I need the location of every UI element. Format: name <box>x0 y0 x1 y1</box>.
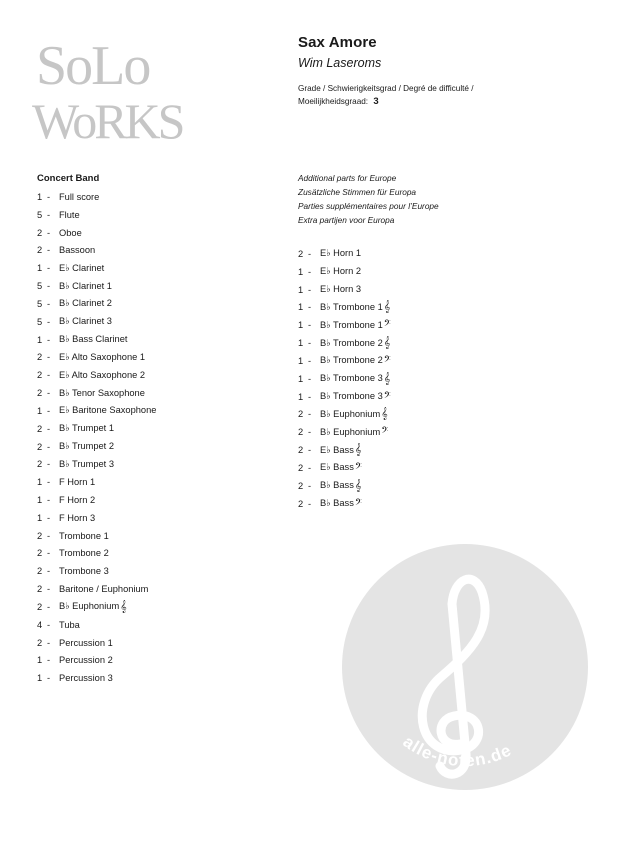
part-quantity: 1 <box>37 477 43 488</box>
part-name: F Horn 2 <box>59 494 96 505</box>
part-quantity: 1 <box>37 494 43 505</box>
part-quantity: 1 <box>298 284 304 295</box>
separator-dash: - <box>308 427 312 438</box>
bass-clef-icon: 𝄢 <box>383 318 391 332</box>
part-name: B♭ Bass <box>320 480 354 491</box>
part-quantity: 2 <box>37 370 43 381</box>
concert-band-row <box>37 527 277 545</box>
concert-band-row <box>37 652 277 670</box>
part-name: E♭ Horn 2 <box>320 266 362 277</box>
separator-dash: - <box>47 655 51 666</box>
separator-dash: - <box>47 388 51 399</box>
part-quantity: 2 <box>37 245 43 256</box>
separator-dash: - <box>308 320 312 331</box>
concert-band-row <box>37 259 277 277</box>
part-name: B♭ Trombone 1 <box>320 319 383 330</box>
separator-dash: - <box>308 480 312 491</box>
separator-dash: - <box>47 512 51 523</box>
part-name: E♭ Bass <box>320 444 354 455</box>
separator-dash: - <box>47 423 51 434</box>
concert-band-row <box>37 545 277 563</box>
part-quantity: 1 <box>37 191 43 202</box>
separator-dash: - <box>47 548 51 559</box>
europe-parts-list <box>298 245 498 512</box>
concert-band-row <box>37 473 277 491</box>
bass-clef-icon: 𝄢 <box>354 460 362 474</box>
part-quantity: 2 <box>37 423 43 434</box>
separator-dash: - <box>47 673 51 684</box>
bass-clef-icon: 𝄢 <box>354 496 362 510</box>
concert-band-row <box>37 616 277 634</box>
europe-note-en: Additional parts for Europe <box>298 173 397 183</box>
concert-band-row <box>37 598 277 616</box>
concert-band-row <box>37 313 277 331</box>
europe-part-row <box>298 316 498 334</box>
part-name: B♭ Trombone 3 <box>320 391 383 402</box>
concert-band-row <box>37 206 277 224</box>
separator-dash: - <box>47 209 51 220</box>
separator-dash: - <box>47 298 51 309</box>
part-quantity: 1 <box>298 338 304 349</box>
europe-part-row <box>298 245 498 263</box>
part-quantity: 1 <box>298 320 304 331</box>
grade-value: 3 <box>373 96 379 107</box>
part-quantity: 2 <box>298 462 304 473</box>
separator-dash: - <box>47 530 51 541</box>
concert-band-row <box>37 402 277 420</box>
europe-part-row <box>298 352 498 370</box>
part-quantity: 2 <box>37 548 43 559</box>
part-name: Oboe <box>59 227 82 238</box>
europe-part-row <box>298 495 498 513</box>
part-quantity: 2 <box>298 427 304 438</box>
separator-dash: - <box>47 494 51 505</box>
part-quantity: 2 <box>37 441 43 452</box>
part-name: B♭ Clarinet 2 <box>59 298 112 309</box>
separator-dash: - <box>47 227 51 238</box>
part-quantity: 2 <box>37 566 43 577</box>
composer-name: Wim Laseroms <box>298 56 382 70</box>
europe-part-row <box>298 388 498 406</box>
concert-band-heading: Concert Band <box>37 173 100 184</box>
part-name: B♭ Bass Clarinet <box>59 334 128 345</box>
separator-dash: - <box>47 245 51 256</box>
part-quantity: 2 <box>37 530 43 541</box>
separator-dash: - <box>308 462 312 473</box>
part-quantity: 2 <box>37 388 43 399</box>
europe-part-row <box>298 281 498 299</box>
separator-dash: - <box>47 601 51 612</box>
part-name: B♭ Trumpet 1 <box>59 423 115 434</box>
treble-clef-icon: 𝄞 <box>383 300 391 314</box>
part-quantity: 2 <box>298 445 304 456</box>
treble-clef-icon: 𝄞 <box>383 371 391 385</box>
part-quantity: 1 <box>37 405 43 416</box>
bass-clef-icon: 𝄢 <box>383 389 391 403</box>
europe-note-nl: Extra partijen voor Europa <box>298 215 395 225</box>
part-quantity: 5 <box>37 316 43 327</box>
europe-part-row <box>298 370 498 388</box>
watermark-text: alle-noten.de <box>399 731 515 771</box>
part-quantity: 2 <box>298 248 304 259</box>
part-quantity: 2 <box>37 584 43 595</box>
separator-dash: - <box>47 316 51 327</box>
europe-part-row <box>298 334 498 352</box>
part-quantity: 2 <box>298 409 304 420</box>
treble-clef-icon: 𝄞 <box>383 336 391 350</box>
part-name: B♭ Bass <box>320 498 354 508</box>
part-name: E♭ Horn 1 <box>320 248 362 259</box>
separator-dash: - <box>308 445 312 456</box>
separator-dash: - <box>308 338 312 349</box>
bass-clef-icon: 𝄢 <box>383 353 391 367</box>
grade-line <box>298 82 538 108</box>
part-name: B♭ Trombone 2 <box>320 355 383 366</box>
separator-dash: - <box>47 352 51 363</box>
europe-note-fr: Parties supplémentaires pour l’Europe <box>298 201 439 211</box>
concert-band-row <box>37 669 277 687</box>
separator-dash: - <box>308 284 312 295</box>
concert-band-row <box>37 241 277 259</box>
part-name: B♭ Trumpet 3 <box>59 458 115 469</box>
part-name: F Horn 3 <box>59 512 96 523</box>
part-name: Bassoon <box>59 245 96 256</box>
part-name: Percussion 2 <box>59 655 113 666</box>
part-name: Flute <box>59 209 80 220</box>
concert-band-row <box>37 438 277 456</box>
separator-dash: - <box>47 370 51 381</box>
part-name: E♭ Alto Saxophone 1 <box>59 351 146 362</box>
part-name: B♭ Euphonium <box>320 408 381 419</box>
header <box>298 34 618 108</box>
part-name: Trombone 2 <box>59 548 109 559</box>
part-name: E♭ Clarinet <box>59 262 105 273</box>
part-name: B♭ Trombone 1 <box>320 301 383 312</box>
europe-part-row <box>298 263 498 281</box>
concert-band-row <box>37 295 277 313</box>
part-name: Tuba <box>59 619 80 630</box>
concert-band-row <box>37 580 277 598</box>
part-name: F Horn 1 <box>59 477 96 488</box>
part-quantity: 1 <box>37 512 43 523</box>
concert-band-row <box>37 455 277 473</box>
treble-clef-icon: 𝄞 <box>354 443 362 457</box>
part-name: B♭ Trombone 3 <box>320 373 383 384</box>
part-quantity: 2 <box>37 637 43 648</box>
part-quantity: 1 <box>37 655 43 666</box>
concert-band-row <box>37 634 277 652</box>
piece-title: Sax Amore <box>298 34 377 51</box>
part-name: Baritone / Euphonium <box>59 584 149 595</box>
separator-dash: - <box>47 459 51 470</box>
part-quantity: 1 <box>298 373 304 384</box>
concert-band-row <box>37 562 277 580</box>
part-name: B♭ Clarinet 1 <box>59 280 112 291</box>
separator-dash: - <box>308 391 312 402</box>
part-name: B♭ Euphonium <box>320 426 381 437</box>
concert-band-row <box>37 348 277 366</box>
part-quantity: 1 <box>37 263 43 274</box>
separator-dash: - <box>308 248 312 259</box>
part-quantity: 5 <box>37 209 43 220</box>
part-name: Trombone 1 <box>59 530 109 541</box>
treble-clef-icon: 𝄞 <box>354 478 362 492</box>
part-quantity: 1 <box>298 391 304 402</box>
europe-note-de: Zusätzliche Stimmen für Europa <box>298 187 417 197</box>
part-quantity: 5 <box>37 281 43 292</box>
treble-clef-icon: 𝄞 <box>381 407 388 421</box>
concert-band-row <box>37 491 277 509</box>
concert-band-row <box>37 366 277 384</box>
separator-dash: - <box>47 281 51 292</box>
part-quantity: 5 <box>37 298 43 309</box>
part-name: B♭ Clarinet 3 <box>59 316 112 327</box>
part-quantity: 2 <box>37 459 43 470</box>
concert-band-row <box>37 277 277 295</box>
separator-dash: - <box>47 619 51 630</box>
part-name: E♭ Bass <box>320 462 354 473</box>
separator-dash: - <box>47 566 51 577</box>
europe-part-row <box>298 459 498 477</box>
separator-dash: - <box>308 373 312 384</box>
europe-part-row <box>298 477 498 495</box>
separator-dash: - <box>47 263 51 274</box>
bass-clef-icon: 𝄢 <box>381 425 389 439</box>
europe-part-row <box>298 441 498 459</box>
part-quantity: 1 <box>298 302 304 313</box>
concert-band-row <box>37 420 277 438</box>
europe-part-row <box>298 423 498 441</box>
europe-notes <box>298 171 618 227</box>
part-quantity: 1 <box>298 355 304 366</box>
grade-label: Grade / Schwierigkeitsgrad / Degré de difficulté / Moeilijkheidsgraad: <box>298 84 474 106</box>
part-name: E♭ Baritone Saxophone <box>59 405 157 416</box>
concert-band-row <box>37 224 277 242</box>
logo-line-1: SoLo <box>36 35 150 97</box>
concert-band-row <box>37 509 277 527</box>
part-quantity: 2 <box>298 480 304 491</box>
treble-clef-icon: 𝄞 <box>120 599 127 613</box>
part-quantity: 4 <box>37 619 43 630</box>
separator-dash: - <box>47 584 51 595</box>
europe-part-row <box>298 298 498 316</box>
part-name: B♭ Euphonium <box>59 601 120 612</box>
separator-dash: - <box>308 498 312 509</box>
concert-band-row <box>37 331 277 349</box>
separator-dash: - <box>47 405 51 416</box>
part-name: B♭ Tenor Saxophone <box>59 387 145 398</box>
concert-band-list <box>37 173 277 687</box>
part-name: E♭ Alto Saxophone 2 <box>59 369 146 380</box>
separator-dash: - <box>47 191 51 202</box>
concert-band-row <box>37 188 277 206</box>
part-quantity: 1 <box>298 266 304 277</box>
watermark <box>342 544 588 790</box>
separator-dash: - <box>47 334 51 345</box>
part-name: Percussion 1 <box>59 637 113 648</box>
logo-line-2: WoRKS <box>32 93 183 146</box>
separator-dash: - <box>308 302 312 313</box>
europe-part-row <box>298 405 498 423</box>
separator-dash: - <box>308 266 312 277</box>
part-name: E♭ Horn 3 <box>320 284 362 295</box>
separator-dash: - <box>47 637 51 648</box>
part-name: Percussion 3 <box>59 673 113 684</box>
separator-dash: - <box>308 409 312 420</box>
soloworks-logo <box>30 28 202 146</box>
concert-band-row <box>37 384 277 402</box>
part-quantity: 1 <box>37 673 43 684</box>
part-quantity: 2 <box>37 352 43 363</box>
part-quantity: 2 <box>298 498 304 509</box>
separator-dash: - <box>47 477 51 488</box>
part-quantity: 2 <box>37 601 43 612</box>
part-name: B♭ Trumpet 2 <box>59 441 115 451</box>
part-name: Trombone 3 <box>59 566 109 577</box>
part-name: Full score <box>59 191 100 202</box>
part-name: B♭ Trombone 2 <box>320 337 383 348</box>
part-quantity: 1 <box>37 334 43 345</box>
part-quantity: 2 <box>37 227 43 238</box>
separator-dash: - <box>47 441 51 452</box>
separator-dash: - <box>308 355 312 366</box>
